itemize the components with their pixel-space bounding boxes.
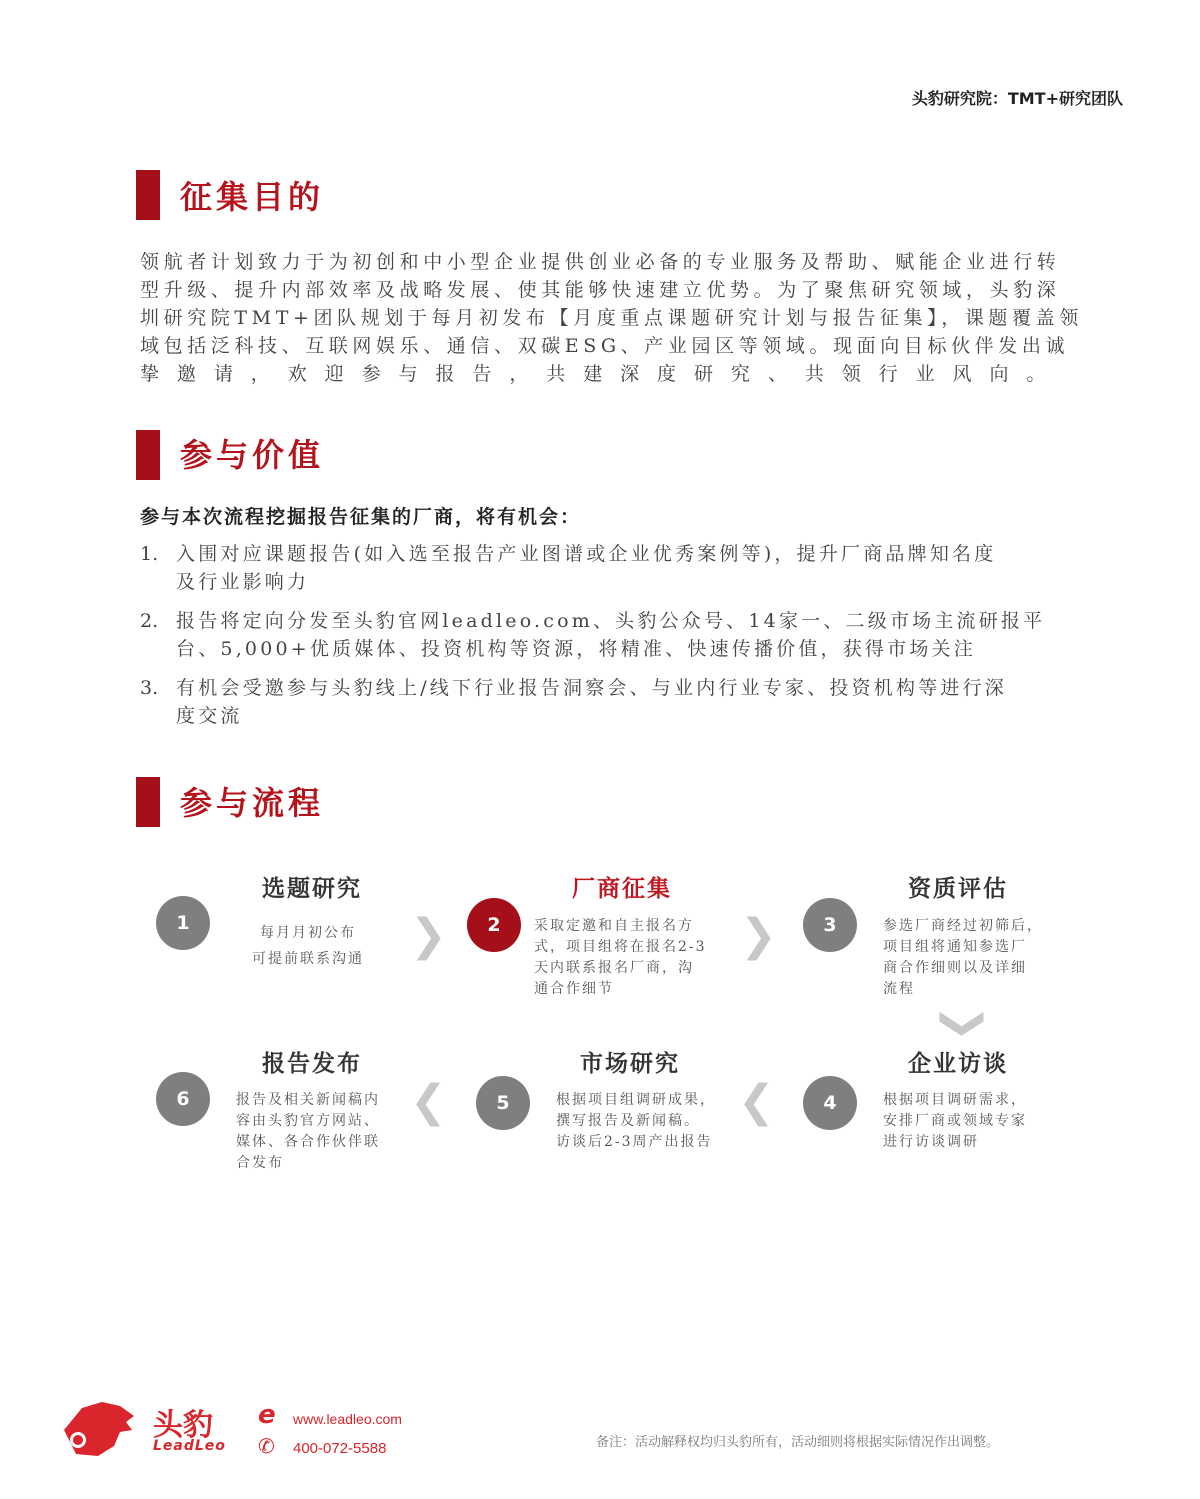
desc-line: 每月月初公布 (260, 925, 356, 941)
desc-line: 通合作细节 (534, 981, 614, 997)
list-number: 3. (140, 677, 159, 699)
step-description (883, 916, 1043, 1000)
desc-line: 参选厂商经过初筛后， (883, 918, 1043, 934)
brand-name-en: LeadLeo (153, 1438, 226, 1454)
chevron-left-icon: ❮ (410, 1076, 447, 1127)
purpose-line: 域包括泛科技、互联网娱乐、通信、双碳ESG、产业园区等领域。现面向目标伙伴发出诚 (140, 335, 1070, 357)
step-number-badge: 1 (156, 896, 210, 950)
desc-line: 采取定邀和自主报名方 (534, 918, 694, 934)
desc-line: 撰写报告及新闻稿。 (556, 1113, 700, 1129)
phone-number: 400-072-5588 (293, 1440, 387, 1457)
leopard-logo-icon (62, 1400, 136, 1462)
step-description (883, 1090, 1027, 1153)
step-description (236, 1090, 380, 1174)
section-title-purpose: 征集目的 (180, 178, 325, 216)
list-text: 入围对应课题报告(如入选至报告产业图谱或企业优秀案例等)，提升厂商品牌知名度 (176, 543, 997, 565)
desc-line: 容由头豹官方网站、 (236, 1113, 380, 1129)
purpose-line: 圳研究院TMT+团队规划于每月初发布【月度重点课题研究计划与报告征集】，课题覆盖领 (140, 307, 1083, 329)
list-item (140, 540, 1050, 596)
list-text: 台、5,000+优质媒体、投资机构等资源，将精准、快速传播价值，获得市场关注 (176, 638, 976, 660)
step-description (534, 916, 707, 1000)
phone-icon: ✆ (258, 1434, 275, 1458)
chevron-right-icon: ❯ (740, 910, 777, 961)
desc-line: 根据项目组调研成果， (556, 1092, 716, 1108)
desc-line: 报告及相关新闻稿内 (236, 1092, 380, 1108)
step-number-badge: 6 (156, 1072, 210, 1126)
step-title: 厂商征集 (572, 875, 672, 902)
chevron-left-icon: ❮ (738, 1076, 775, 1127)
list-item (140, 607, 1050, 663)
list-text: 度交流 (176, 705, 243, 727)
step-description (252, 920, 364, 972)
purpose-line: 挚邀请，欢迎参与报告，共建深度研究、共领行业风向。 (140, 363, 1050, 385)
header-team: 头豹研究院：TMT+研究团队 (911, 89, 1123, 108)
step-number-badge: 3 (803, 898, 857, 952)
desc-line: 安排厂商或领域专家 (883, 1113, 1027, 1129)
section-title-value: 参与价值 (180, 436, 325, 474)
list-number: 2. (140, 610, 159, 632)
web-icon: e (258, 1400, 276, 1430)
purpose-line: 领航者计划致力于为初创和中小型企业提供创业必备的专业服务及帮助、赋能企业进行转 (140, 251, 1061, 273)
desc-line: 根据项目调研需求， (883, 1092, 1027, 1108)
desc-line: 访谈后2-3周产出报告 (556, 1134, 713, 1150)
website-link[interactable]: www.leadleo.com (293, 1411, 402, 1427)
list-text: 报告将定向分发至头豹官网leadleo.com、头豹公众号、14家一、二级市场主流研报平 (176, 610, 1046, 632)
list-item (140, 674, 1050, 730)
step-title: 选题研究 (262, 875, 362, 902)
desc-line: 进行访谈调研 (883, 1134, 979, 1150)
chevron-down-icon: ❯ (938, 1005, 990, 1042)
step-title: 市场研究 (580, 1050, 680, 1077)
section-bar (136, 170, 160, 220)
step-number-badge: 4 (803, 1076, 857, 1130)
chevron-right-icon: ❯ (410, 910, 447, 961)
step-number-badge: 2 (467, 898, 521, 952)
step-title: 企业访谈 (908, 1050, 1008, 1077)
list-text: 及行业影响力 (176, 571, 310, 593)
value-subheading: 参与本次流程挖掘报告征集的厂商，将有机会： (140, 506, 582, 528)
purpose-paragraph (140, 248, 1083, 388)
desc-line: 合发布 (236, 1155, 284, 1171)
section-title-process: 参与流程 (180, 784, 325, 822)
section-bar (136, 777, 160, 827)
purpose-line: 型升级、提升内部效率及战略发展、使其能够快速建立优势。为了聚焦研究领域，头豹深 (140, 279, 1061, 301)
footer-note: 备注：活动解释权均归头豹所有，活动细则将根据实际情况作出调整。 (596, 1435, 1000, 1450)
step-number-badge: 5 (476, 1076, 530, 1130)
desc-line: 项目组将通知参选厂 (883, 939, 1027, 955)
desc-line: 商合作细则以及详细 (883, 960, 1027, 976)
step-description (556, 1090, 716, 1153)
section-bar (136, 430, 160, 480)
desc-line: 式，项目组将在报名2-3 (534, 939, 707, 955)
desc-line: 媒体、各合作伙伴联 (236, 1134, 380, 1150)
step-title: 资质评估 (908, 875, 1008, 902)
desc-line: 流程 (883, 981, 915, 997)
step-title: 报告发布 (262, 1050, 362, 1077)
list-text: 有机会受邀参与头豹线上/线下行业报告洞察会、与业内行业专家、投资机构等进行深 (176, 677, 1008, 699)
brand-name-cn: 头豹 (153, 1408, 213, 1443)
desc-line: 天内联系报名厂商，沟 (534, 960, 694, 976)
list-number: 1. (140, 543, 159, 565)
desc-line: 可提前联系沟通 (252, 951, 364, 967)
